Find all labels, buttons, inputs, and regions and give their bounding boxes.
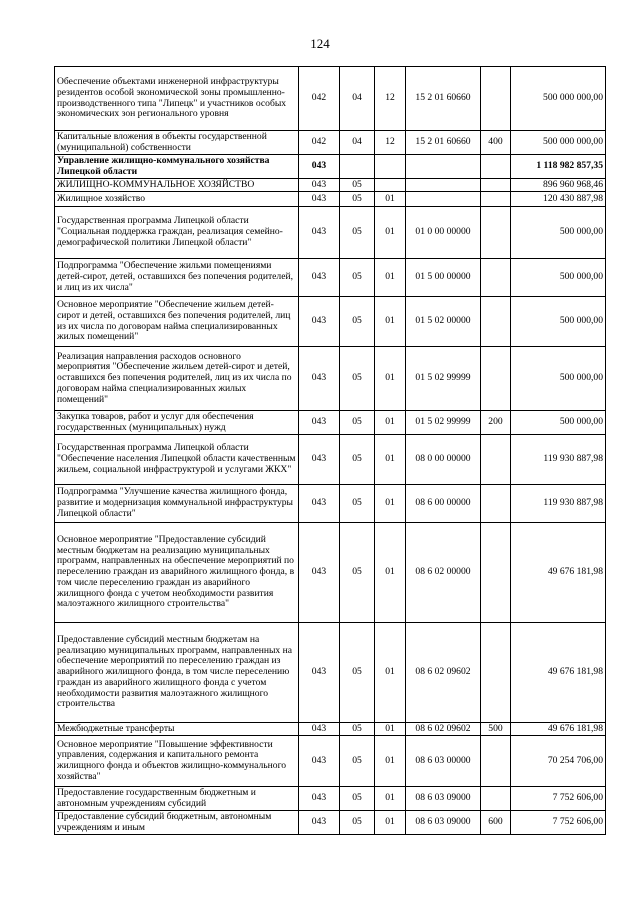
- row-gr-code: 043: [299, 523, 340, 623]
- row-pr-code: 01: [375, 207, 406, 259]
- row-name: Предоставление государственным бюджетным и автономным учреждениям субсидий: [55, 787, 299, 811]
- row-vr-code: [481, 736, 511, 787]
- table-row: [55, 131, 606, 155]
- row-rz-code: 05: [340, 485, 375, 523]
- table-row: [55, 485, 606, 523]
- row-sum: 49 676 181,98: [511, 523, 606, 623]
- row-pr-code: 01: [375, 623, 406, 723]
- row-sum: 119 930 887,98: [511, 435, 606, 485]
- table-row: [55, 259, 606, 297]
- row-name: Подпрограмма "Улучшение качества жилищного фонда, развитие и модернизация коммунальной инфраструктуры Липецкой области": [55, 485, 299, 523]
- row-gr-code: 043: [299, 155, 340, 179]
- row-sum: 896 960 968,46: [511, 179, 606, 192]
- table-row: [55, 192, 606, 207]
- row-gr-code: 043: [299, 736, 340, 787]
- row-gr-code: 043: [299, 192, 340, 207]
- row-gr-code: 042: [299, 131, 340, 155]
- row-rz-code: [340, 155, 375, 179]
- row-gr-code: 043: [299, 179, 340, 192]
- row-csr-code: 15 2 01 60660: [406, 131, 481, 155]
- row-name: Закупка товаров, работ и услуг для обеспечения государственных (муниципальных) нужд: [55, 411, 299, 435]
- row-vr-code: [481, 347, 511, 411]
- row-gr-code: 043: [299, 259, 340, 297]
- table-row: [55, 347, 606, 411]
- row-rz-code: 05: [340, 297, 375, 347]
- row-csr-code: 08 6 03 09000: [406, 787, 481, 811]
- row-csr-code: 08 6 02 09602: [406, 723, 481, 736]
- row-gr-code: 043: [299, 811, 340, 835]
- table-row: [55, 155, 606, 179]
- row-sum: 70 254 706,00: [511, 736, 606, 787]
- row-pr-code: 01: [375, 435, 406, 485]
- row-rz-code: 05: [340, 723, 375, 736]
- row-rz-code: 05: [340, 259, 375, 297]
- row-vr-code: [481, 67, 511, 131]
- row-vr-code: 200: [481, 411, 511, 435]
- table-row: [55, 723, 606, 736]
- row-vr-code: [481, 179, 511, 192]
- table-row: [55, 523, 606, 623]
- row-sum: 500 000,00: [511, 411, 606, 435]
- table-row: [55, 67, 606, 131]
- table-row: [55, 787, 606, 811]
- row-csr-code: 01 5 02 99999: [406, 347, 481, 411]
- row-name: Межбюджетные трансферты: [55, 723, 299, 736]
- row-pr-code: [375, 155, 406, 179]
- row-rz-code: 05: [340, 736, 375, 787]
- row-sum: 500 000,00: [511, 347, 606, 411]
- row-name: Управление жилищно-коммунального хозяйства Липецкой области: [55, 155, 299, 179]
- row-vr-code: [481, 485, 511, 523]
- row-sum: 7 752 606,00: [511, 787, 606, 811]
- row-csr-code: 01 5 02 00000: [406, 297, 481, 347]
- row-gr-code: 042: [299, 67, 340, 131]
- row-csr-code: [406, 179, 481, 192]
- budget-table-body: [55, 67, 606, 835]
- row-gr-code: 043: [299, 787, 340, 811]
- table-row: [55, 811, 606, 835]
- row-gr-code: 043: [299, 485, 340, 523]
- row-gr-code: 043: [299, 435, 340, 485]
- row-name: Государственная программа Липецкой области "Социальная поддержка граждан, реализация семейно-демографической политики Липецкой области": [55, 207, 299, 259]
- row-sum: 49 676 181,98: [511, 623, 606, 723]
- row-rz-code: 05: [340, 207, 375, 259]
- row-rz-code: 05: [340, 787, 375, 811]
- row-sum: 120 430 887,98: [511, 192, 606, 207]
- row-name: Основное мероприятие "Предоставление субсидий местным бюджетам на реализацию муниципальных программ, направленных на обеспечение мероприятий по переселению граждан из аварийного жилищного фонда, в том числе переселению граждан из аварийного жилищного фонда с учетом необходимости развития малоэтажного жилищного строительства": [55, 523, 299, 623]
- table-row: [55, 435, 606, 485]
- table-row: [55, 297, 606, 347]
- row-csr-code: 01 0 00 00000: [406, 207, 481, 259]
- table-row: [55, 623, 606, 723]
- row-vr-code: [481, 523, 511, 623]
- row-vr-code: 600: [481, 811, 511, 835]
- row-gr-code: 043: [299, 207, 340, 259]
- row-vr-code: [481, 297, 511, 347]
- row-pr-code: 01: [375, 811, 406, 835]
- table-row: [55, 207, 606, 259]
- row-csr-code: 08 6 03 09000: [406, 811, 481, 835]
- row-name: Государственная программа Липецкой области "Обеспечение населения Липецкой области качественным жильем, социальной инфраструктурой и услугами ЖКХ": [55, 435, 299, 485]
- row-csr-code: 08 0 00 00000: [406, 435, 481, 485]
- row-pr-code: 01: [375, 736, 406, 787]
- row-csr-code: 08 6 00 00000: [406, 485, 481, 523]
- row-gr-code: 043: [299, 297, 340, 347]
- row-pr-code: 01: [375, 723, 406, 736]
- row-pr-code: 01: [375, 787, 406, 811]
- row-sum: 1 118 982 857,35: [511, 155, 606, 179]
- row-csr-code: 01 5 00 00000: [406, 259, 481, 297]
- row-vr-code: [481, 155, 511, 179]
- row-sum: 500 000 000,00: [511, 131, 606, 155]
- row-name: Основное мероприятие "Повышение эффективности управления, содержания и капитального ремонта жилищного фонда и объектов жилищно-коммунального хозяйства": [55, 736, 299, 787]
- row-pr-code: 01: [375, 192, 406, 207]
- row-csr-code: [406, 155, 481, 179]
- row-vr-code: [481, 207, 511, 259]
- row-pr-code: 12: [375, 67, 406, 131]
- row-gr-code: 043: [299, 411, 340, 435]
- row-csr-code: [406, 192, 481, 207]
- row-gr-code: 043: [299, 347, 340, 411]
- row-vr-code: [481, 192, 511, 207]
- row-name: ЖИЛИЩНО-КОММУНАЛЬНОЕ ХОЗЯЙСТВО: [55, 179, 299, 192]
- row-rz-code: 05: [340, 523, 375, 623]
- row-rz-code: 05: [340, 347, 375, 411]
- row-sum: 500 000,00: [511, 259, 606, 297]
- row-vr-code: [481, 435, 511, 485]
- row-rz-code: 05: [340, 811, 375, 835]
- row-vr-code: [481, 787, 511, 811]
- row-rz-code: 04: [340, 131, 375, 155]
- row-name: Предоставление субсидий бюджетным, автономным учреждениям и иным: [55, 811, 299, 835]
- row-csr-code: 08 6 02 00000: [406, 523, 481, 623]
- row-name: Подпрограмма "Обеспечение жильми помещениями детей-сирот, детей, оставшихся без попечения родителей, и лиц из их числа": [55, 259, 299, 297]
- table-row: [55, 179, 606, 192]
- row-rz-code: 05: [340, 623, 375, 723]
- row-pr-code: 01: [375, 523, 406, 623]
- row-pr-code: 01: [375, 411, 406, 435]
- row-pr-code: 01: [375, 347, 406, 411]
- row-pr-code: 01: [375, 259, 406, 297]
- row-sum: 7 752 606,00: [511, 811, 606, 835]
- row-vr-code: [481, 259, 511, 297]
- row-csr-code: 08 6 02 09602: [406, 623, 481, 723]
- row-name: Жилищное хозяйство: [55, 192, 299, 207]
- row-name: Основное мероприятие "Обеспечение жильем детей-сирот и детей, оставшихся без попечения родителей, лиц из их числа по договорам найма специализированных жилых помещений": [55, 297, 299, 347]
- row-name: Реализация направления расходов основного мероприятия "Обеспечение жильем детей-сирот и детей, оставшихся без попечения родителей, лиц из их числа по договорам найма специализированных жилых помещений": [55, 347, 299, 411]
- row-rz-code: 05: [340, 192, 375, 207]
- row-sum: 119 930 887,98: [511, 485, 606, 523]
- row-rz-code: 05: [340, 411, 375, 435]
- row-sum: 500 000 000,00: [511, 67, 606, 131]
- row-sum: 500 000,00: [511, 207, 606, 259]
- row-pr-code: 12: [375, 131, 406, 155]
- table-row: [55, 736, 606, 787]
- row-name: Предоставление субсидий местным бюджетам на реализацию муниципальных программ, направленных на обеспечение мероприятий по переселению граждан из аварийного жилищного фонда, в том числе переселению граждан из аварийного жилищного фонда с учетом необходимости развития малоэтажного жилищного строительства: [55, 623, 299, 723]
- row-gr-code: 043: [299, 723, 340, 736]
- row-rz-code: 04: [340, 67, 375, 131]
- page-number: 124: [310, 36, 330, 51]
- row-vr-code: 500: [481, 723, 511, 736]
- row-gr-code: 043: [299, 623, 340, 723]
- row-rz-code: 05: [340, 179, 375, 192]
- row-rz-code: 05: [340, 435, 375, 485]
- row-pr-code: 01: [375, 485, 406, 523]
- row-vr-code: [481, 623, 511, 723]
- row-pr-code: [375, 179, 406, 192]
- row-name: Обеспечение объектами инженерной инфраструктуры резидентов особой экономической зоны промышленно-производственного типа "Липецк" и участников особых экономических зон регионального уровня: [55, 67, 299, 131]
- table-row: [55, 411, 606, 435]
- row-sum: 500 000,00: [511, 297, 606, 347]
- row-csr-code: 08 6 03 00000: [406, 736, 481, 787]
- budget-table: [54, 66, 606, 835]
- row-csr-code: 01 5 02 99999: [406, 411, 481, 435]
- row-pr-code: 01: [375, 297, 406, 347]
- row-csr-code: 15 2 01 60660: [406, 67, 481, 131]
- row-vr-code: 400: [481, 131, 511, 155]
- row-sum: 49 676 181,98: [511, 723, 606, 736]
- row-name: Капитальные вложения в объекты государственной (муниципальной) собственности: [55, 131, 299, 155]
